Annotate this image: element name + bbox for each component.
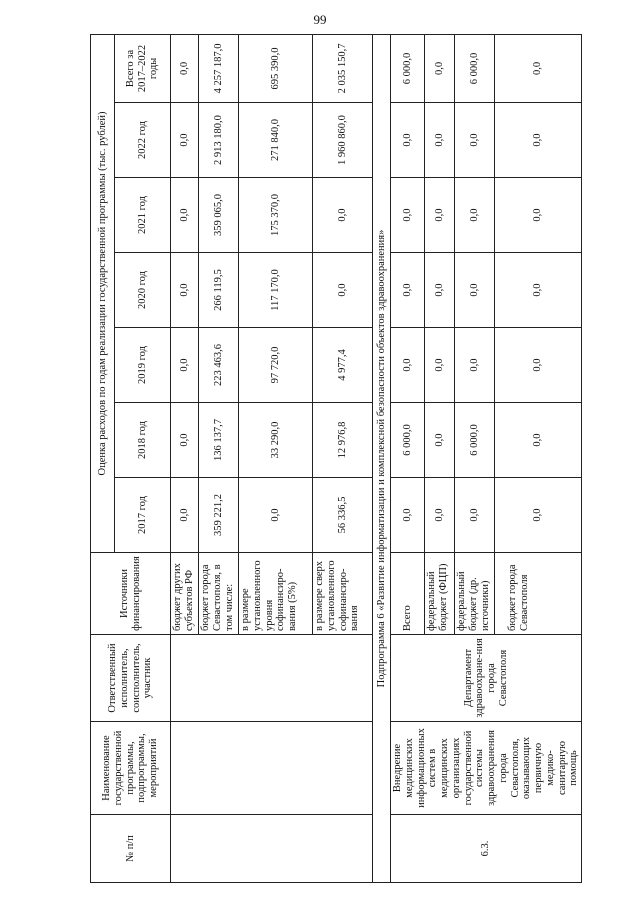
cell-source: федеральный бюджет (др. источники) [455,553,495,635]
cell-value: 56 336,5 [313,478,373,553]
cell-value: 0,0 [171,328,199,403]
cell-value: 4 977,4 [313,328,373,403]
cell-value: 2 913 180,0 [199,103,239,178]
cell-value: 6 000,0 [391,403,425,478]
header-year: 2021 год [115,178,171,253]
cell-value: 0,0 [171,103,199,178]
table-row [391,34,425,882]
cell-value: 0,0 [455,478,495,553]
header-year: 2018 год [115,403,171,478]
cell-value: 0,0 [495,253,582,328]
header-num: № п/п [91,815,171,883]
header-costs: Оценка расходов по годам реализации государственной программы (тыс. рублей) [91,34,115,552]
cell-value: 271 840,0 [239,103,313,178]
cell-value: 0,0 [495,328,582,403]
item-number: 6.3. [391,815,582,883]
cell-name-empty [171,722,373,815]
cell-value: 0,0 [495,403,582,478]
cell-value: 33 290,0 [239,403,313,478]
header-year: 2019 год [115,328,171,403]
cell-source: бюджет города Севастополя [495,553,582,635]
cell-value: 0,0 [425,403,455,478]
cell-value: 0,0 [171,178,199,253]
cell-value: 175 370,0 [239,178,313,253]
cell-value: 0,0 [171,478,199,553]
cell-value: 6 000,0 [391,34,425,102]
cell-value: 136 137,7 [199,403,239,478]
cell-value: 2 035 150,7 [313,34,373,102]
landscape-content [90,35,580,883]
cell-value: 0,0 [425,328,455,403]
cell-value: 0,0 [239,478,313,553]
cell-source: федеральный бюджет (ФЦП) [425,553,455,635]
page-number: 99 [313,12,327,27]
cell-value: 12 976,8 [313,403,373,478]
header-responsible: Ответственный исполнитель, соисполнитель, участник [91,635,171,722]
cell-value: 0,0 [313,253,373,328]
cell-value: 0,0 [495,478,582,553]
cell-value: 359 221,2 [199,478,239,553]
cell-value: 0,0 [391,478,425,553]
cell-source: Всего [391,553,425,635]
item-name: Внедрение медицинских информационных систем в медицинских организациях государственной системы здравоохранения города Севастополя, оказывающих первичную медико-санитарную помощь [391,722,582,815]
cell-value: 0,0 [171,34,199,102]
cell-value: 6 000,0 [455,403,495,478]
cell-value: 695 390,0 [239,34,313,102]
header-total: Всего за 2017–2022 годы [115,34,171,102]
cell-value: 0,0 [495,178,582,253]
cell-value: 117 170,0 [239,253,313,328]
cell-value: 0,0 [425,34,455,102]
cell-num-empty [171,815,373,883]
cell-value: 0,0 [425,178,455,253]
cell-source: в размере установленного уровня софинансиро-вания (5%) [239,553,313,635]
cell-value: 0,0 [391,328,425,403]
cell-value: 0,0 [171,253,199,328]
item-responsible: Департамент здравоохране-ния города Севастополя [391,635,582,722]
cell-value: 0,0 [425,253,455,328]
cell-value: 0,0 [171,403,199,478]
cell-value: 4 257 187,0 [199,34,239,102]
cell-source: бюджет других субъектов РФ [171,553,199,635]
cell-source: бюджет города Севастополя, в том числе: [199,553,239,635]
header-year: 2022 год [115,103,171,178]
cell-source: в размере сверх установленного софинансиро-вания [313,553,373,635]
table-row [171,34,199,882]
cell-resp-empty [171,635,373,722]
cell-value: 0,0 [391,253,425,328]
header-source: Источники финансирования [91,553,171,635]
cell-value: 1 960 860,0 [313,103,373,178]
header-year: 2017 год [115,478,171,553]
cell-value: 0,0 [313,178,373,253]
cell-value: 266 119,5 [199,253,239,328]
cell-value: 0,0 [425,478,455,553]
header-name: Наименование государственной программы, подпрограммы, мероприятий [91,722,171,815]
cell-value: 0,0 [495,103,582,178]
cell-value: 0,0 [391,103,425,178]
header-year: 2020 год [115,253,171,328]
cell-value: 0,0 [495,34,582,102]
cell-value: 0,0 [455,253,495,328]
cell-value: 223 463,6 [199,328,239,403]
cell-value: 0,0 [455,103,495,178]
subprogram-row [373,34,391,882]
subprogram-title: Подпрограмма 6 «Развитие информатизации и комплексной безопасности объектов здравоохранения» [373,34,391,882]
header-row-1 [91,34,115,882]
cell-value: 0,0 [455,178,495,253]
cell-value: 97 720,0 [239,328,313,403]
cell-value: 359 065,0 [199,178,239,253]
rotated-page-frame [90,35,580,883]
cell-value: 6 000,0 [455,34,495,102]
cell-value: 0,0 [391,178,425,253]
cell-value: 0,0 [425,103,455,178]
cell-value: 0,0 [455,328,495,403]
budget-table [90,34,582,883]
